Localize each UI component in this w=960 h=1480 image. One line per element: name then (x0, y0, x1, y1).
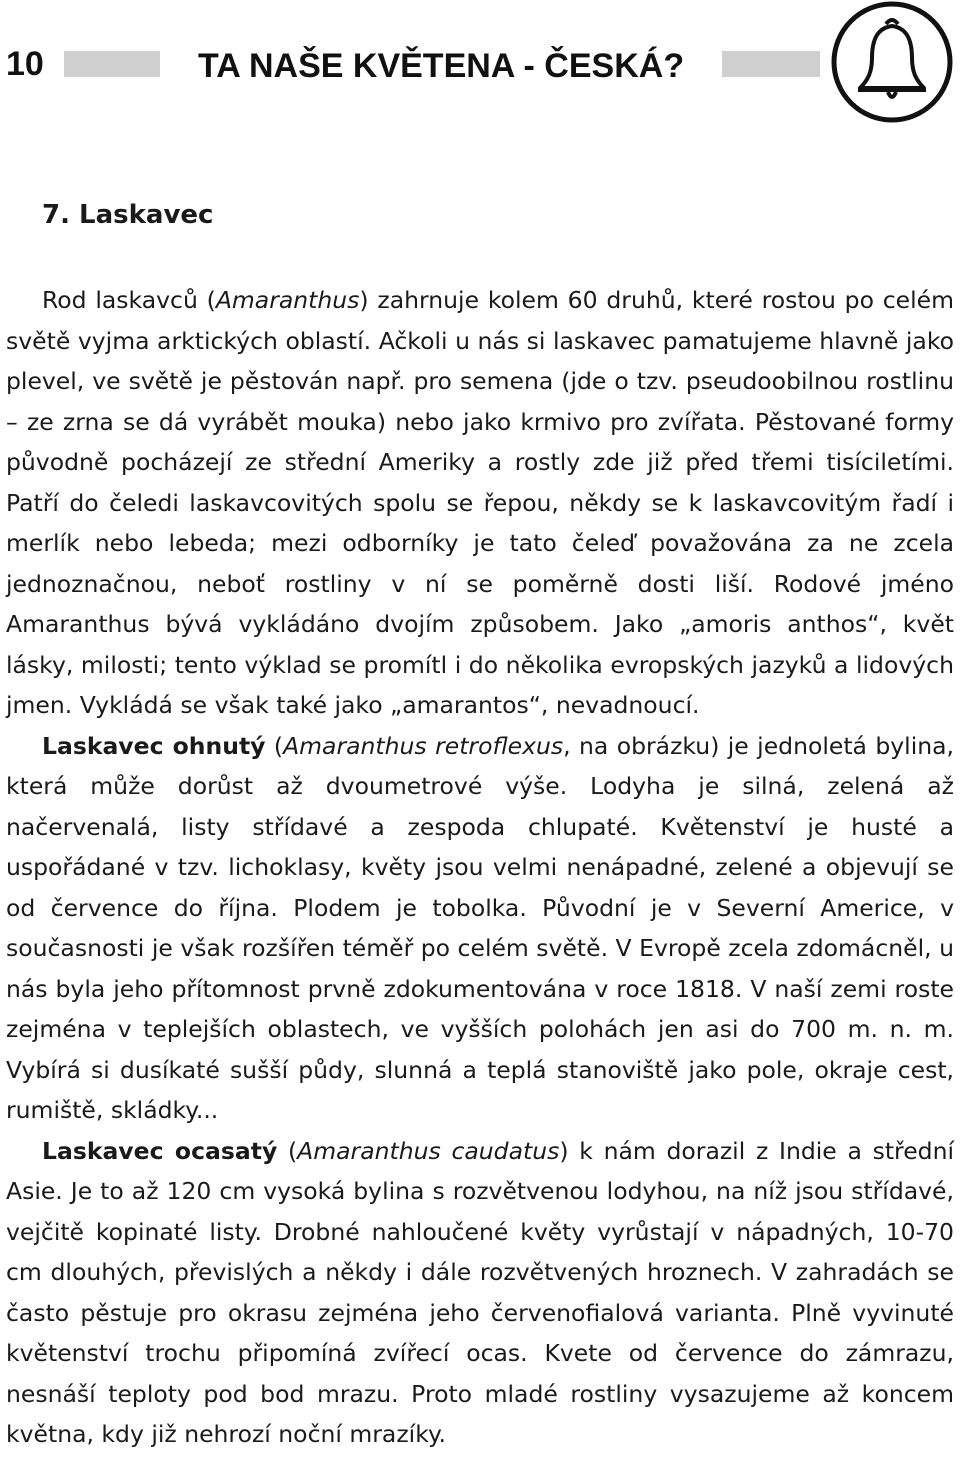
paragraph-text: ) k nám dorazil z Indie a střední Asie. Je to až 120 cm vysoká bylina s rozvětvenou lodyhou, na níž jsou střídavé, vejčitě kopinaté listy. Drobné nahloučené květy vyrůstají v nápadných, 10-70 cm dlouhých, převislých a někdy i dále rozvětvených hroznech. V zahradách se často pěstuje pro okrasu zejména jeho červenofialová varianta. Plně vyvinuté květenství trochu připomíná zvířecí ocas. Kvete od července do zámrazu, nesnáší teploty pod bod mrazu. Proto mladé rostliny vysazujeme až koncem května, kdy již nehrozí noční mrazíky. (6, 1136, 955, 1448)
header-title: TA NAŠE KVĚTENA - ČESKÁ? (198, 47, 685, 85)
latin-name: Amaranthus (215, 286, 360, 314)
paragraph-text: Rod laskavců ( (42, 286, 216, 314)
paragraph-text: ) zahrnuje kolem 60 druhů, které rostou po celém světě vyjma arktických oblastí. Ačkoli u nás si laskavec pamatujeme hlavně jako plevel, ve světě je pěstován např. pro semena (jde o tzv. pseudoobilnou rostlinu – ze zrna se dá vyrábět mouka) nebo jako krmivo pro zvířata. Pěstované formy původně pocházejí ze střední Ameriky a rostly zde již před třemi tisíciletími. Patří do čeledi laskavcovitých spolu se řepou, někdy se k laskavcovitým řadí i merlík nebo lebeda; mezi odborníky je tato čeleď považována za ne zcela jednoznačnou, neboť rostliny v ní se poměrně dosti liší. Rodové jméno Amaranthus bývá vykládáno dvojím způsobem. Jako „amoris anthos“, květ lásky, milosti; tento výklad se promítl i do několika evropských jazyků a lidových jmen. Vykládá se však také jako „amarantos“, nevadnoucí. (6, 286, 955, 719)
page-header (0, 0, 960, 130)
header-bar-left (64, 51, 160, 77)
paragraph-text: ( (265, 731, 284, 760)
paragraph-text: , na obrázku) je jednoletá bylina, která může dorůst až dvoumetrové výše. Lodyha je silná, zelená až načervenalá, listy střídavé a zespoda chlupaté. Květenství je husté a uspořádané v tzv. lichoklasy, květy jsou velmi nenápadné, zelené a objevují se od července do října. Plodem je tobolka. Původní je v Severní Americe, v současnosti je však rozšířen téměř po celém světě. V Evropě zcela zdomácněl, u nás byla jeho přítomnost prvně zdokumentována v roce 1818. V naší zemi roste zejména v teplejších oblastech, ve vyšších polohách jen asi do 700 m. n. m. Vybírá si dusíkaté sušší půdy, slunná a teplá stanoviště jako pole, okraje cest, rumiště, skládky... (6, 731, 955, 1124)
species-name: Laskavec ocasatý (42, 1136, 278, 1165)
paragraph-retroflexus (6, 726, 954, 1131)
page-number: 10 (6, 45, 44, 83)
article-body (6, 190, 954, 1455)
latin-name: Amaranthus retroflexus (283, 731, 564, 760)
header-bar-right (722, 51, 820, 77)
paragraph-text: ( (277, 1136, 298, 1165)
species-name: Laskavec ohnutý (42, 731, 266, 760)
paragraph-caudatus (6, 1131, 954, 1455)
latin-name: Amaranthus caudatus (297, 1136, 560, 1165)
paragraph-intro (6, 280, 954, 726)
bell-icon (828, 0, 956, 124)
section-heading: 7. Laskavec (42, 200, 214, 230)
